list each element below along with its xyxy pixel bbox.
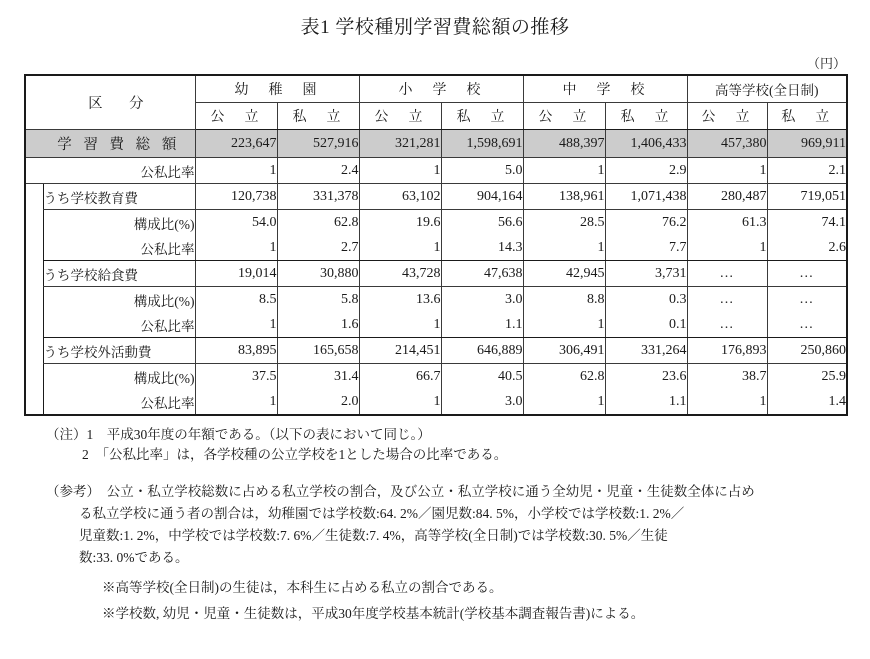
row-value: 904,164: [441, 184, 523, 210]
row-value: 7.7: [605, 235, 687, 261]
table-row: [25, 312, 847, 338]
row-value: 74.1: [767, 210, 847, 236]
row-value: 63,102: [359, 184, 441, 210]
row-value: 23.6: [605, 364, 687, 390]
row-value: 321,281: [359, 130, 441, 158]
header-kubun-gutter: [25, 75, 43, 130]
unit-label: （円）: [806, 56, 846, 71]
row-value: 19.6: [359, 210, 441, 236]
row-value: 120,738: [195, 184, 277, 210]
row-value: 1: [359, 235, 441, 261]
row-value: 1: [523, 312, 605, 338]
table-header-row-groups: [25, 75, 847, 103]
row-value: 31.4: [277, 364, 359, 390]
row-value: 54.0: [195, 210, 277, 236]
row-value: 1: [359, 312, 441, 338]
row-value: 1: [523, 158, 605, 184]
row-value: 176,893: [687, 338, 767, 364]
row-value: 1.1: [605, 389, 687, 415]
row-gutter: [25, 338, 43, 416]
row-value: 214,451: [359, 338, 441, 364]
row-value: 83,895: [195, 338, 277, 364]
row-value: 138,961: [523, 184, 605, 210]
row-value: 30,880: [277, 261, 359, 287]
row-value: 1,071,438: [605, 184, 687, 210]
row-value: …: [767, 261, 847, 287]
row-value: 1: [195, 235, 277, 261]
row-value: 2.6: [767, 235, 847, 261]
row-value: 527,916: [277, 130, 359, 158]
note-line-2: 2 「公私比率」は，各学校種の公立学校を1とした場合の比率である。: [82, 446, 508, 462]
header-sub-1: 私 立: [277, 103, 359, 130]
row-value: 42,945: [523, 261, 605, 287]
row-value: 47,638: [441, 261, 523, 287]
row-value: 223,647: [195, 130, 277, 158]
row-value: 457,380: [687, 130, 767, 158]
row-value: …: [767, 312, 847, 338]
row-value: 1.4: [767, 389, 847, 415]
row-value: 28.5: [523, 210, 605, 236]
reference-block: [24, 481, 846, 625]
table-container: [24, 74, 846, 416]
table-row: [25, 210, 847, 236]
row-value: 14.3: [441, 235, 523, 261]
table-row: [25, 389, 847, 415]
row-value: 3.0: [441, 389, 523, 415]
row-label: 構成比(%): [43, 210, 195, 236]
table-row: [25, 158, 847, 184]
row-value: 488,397: [523, 130, 605, 158]
header-group-kindergarten: 幼 稚 園: [195, 75, 359, 103]
header-sub-3: 私 立: [441, 103, 523, 130]
table-row: [25, 130, 847, 158]
row-value: 25.9: [767, 364, 847, 390]
row-value: 969,911: [767, 130, 847, 158]
row-value: 1.1: [441, 312, 523, 338]
row-value: 61.3: [687, 210, 767, 236]
header-sub-4: 公 立: [523, 103, 605, 130]
row-value: 2.1: [767, 158, 847, 184]
reference-line-3: 児童数:1. 2%，中学校では学校数:7. 6%／生徒数:7. 4%，高等学校(全日制)では学校数:30. 5%／生徒: [79, 527, 668, 543]
row-value: 3,731: [605, 261, 687, 287]
row-value: 1: [687, 158, 767, 184]
row-label: うち学校外活動費: [43, 338, 195, 364]
row-value: 1: [195, 158, 277, 184]
row-value: 5.0: [441, 158, 523, 184]
row-value: 280,487: [687, 184, 767, 210]
row-value: 1: [195, 389, 277, 415]
header-sub-7: 私 立: [767, 103, 847, 130]
header-group-elementary: 小 学 校: [359, 75, 523, 103]
row-label: うち学校教育費: [43, 184, 195, 210]
row-label: 構成比(%): [43, 287, 195, 313]
reference-star-note-2: ※学校数, 幼児・児童・生徒数は，平成30年度学校基本統計(学校基本調査報告書)による。: [102, 606, 645, 622]
reference-line-1: （参考） 公立・私立学校総数に占める私立学校の割合，及び公立・私立学校に通う全幼児・児童・生徒数全体に占め: [46, 483, 755, 499]
row-value: 1: [523, 389, 605, 415]
row-value: 1,406,433: [605, 130, 687, 158]
row-label: 公私比率: [43, 389, 195, 415]
row-label: 公私比率: [43, 158, 195, 184]
row-value: 0.3: [605, 287, 687, 313]
row-value: 38.7: [687, 364, 767, 390]
table-row: [25, 261, 847, 287]
row-value: 8.8: [523, 287, 605, 313]
row-value: 331,264: [605, 338, 687, 364]
learning-cost-table: [24, 74, 848, 416]
row-label: 構成比(%): [43, 364, 195, 390]
row-gutter: [25, 184, 43, 261]
row-value: 2.9: [605, 158, 687, 184]
row-value: 1: [687, 389, 767, 415]
row-value: …: [687, 261, 767, 287]
row-value: 1: [523, 235, 605, 261]
unit-label-row: [24, 53, 846, 74]
table-row: [25, 364, 847, 390]
row-value: 1: [687, 235, 767, 261]
page-title: 表1 学校種別学習費総額の推移: [300, 17, 570, 38]
row-value: 1: [359, 389, 441, 415]
table-row: [25, 338, 847, 364]
row-value: 1: [195, 312, 277, 338]
header-group-juniorhigh: 中 学 校: [523, 75, 687, 103]
row-value: 43,728: [359, 261, 441, 287]
row-value: 76.2: [605, 210, 687, 236]
note-line-1: （注）1 平成30年度の年額である。（以下の表において同じ。）: [46, 427, 431, 442]
notes-block: [24, 425, 846, 465]
row-value: 331,378: [277, 184, 359, 210]
row-value: 37.5: [195, 364, 277, 390]
row-value: 2.4: [277, 158, 359, 184]
row-value: 1: [359, 158, 441, 184]
header-group-highschool: 高等学校(全日制): [687, 75, 847, 103]
row-label: 公私比率: [43, 235, 195, 261]
row-gutter: [25, 130, 43, 158]
row-gutter: [25, 158, 43, 184]
row-value: 0.1: [605, 312, 687, 338]
row-label: 学 習 費 総 額: [43, 130, 195, 158]
row-value: 646,889: [441, 338, 523, 364]
header-sub-0: 公 立: [195, 103, 277, 130]
row-value: 62.8: [277, 210, 359, 236]
row-value: 56.6: [441, 210, 523, 236]
row-value: 66.7: [359, 364, 441, 390]
table-row: [25, 184, 847, 210]
row-value: 719,051: [767, 184, 847, 210]
row-value: 19,014: [195, 261, 277, 287]
row-value: 250,860: [767, 338, 847, 364]
header-sub-2: 公 立: [359, 103, 441, 130]
row-value: …: [687, 312, 767, 338]
reference-line-4: 数:33. 0%である。: [79, 549, 189, 565]
row-value: 40.5: [441, 364, 523, 390]
row-value: …: [687, 287, 767, 313]
row-value: 2.0: [277, 389, 359, 415]
header-sub-6: 公 立: [687, 103, 767, 130]
table-row: [25, 235, 847, 261]
row-gutter: [25, 261, 43, 338]
header-sub-5: 私 立: [605, 103, 687, 130]
row-label: うち学校給食費: [43, 261, 195, 287]
row-value: 306,491: [523, 338, 605, 364]
table-row: [25, 287, 847, 313]
row-value: 3.0: [441, 287, 523, 313]
reference-line-2: る私立学校に通う者の割合は，幼稚園では学校数:64. 2%／園児数:84. 5%，小学校では学校数:1. 2%／: [79, 505, 685, 521]
row-value: 2.7: [277, 235, 359, 261]
row-value: 165,658: [277, 338, 359, 364]
row-value: 1.6: [277, 312, 359, 338]
row-value: 1,598,691: [441, 130, 523, 158]
header-kubun: 区 分: [43, 75, 195, 130]
row-value: 5.8: [277, 287, 359, 313]
row-value: 13.6: [359, 287, 441, 313]
row-value: 8.5: [195, 287, 277, 313]
row-value: 62.8: [523, 364, 605, 390]
row-value: …: [767, 287, 847, 313]
row-label: 公私比率: [43, 312, 195, 338]
reference-star-note-1: ※高等学校(全日制)の生徒は，本科生に占める私立の割合である。: [102, 580, 503, 596]
